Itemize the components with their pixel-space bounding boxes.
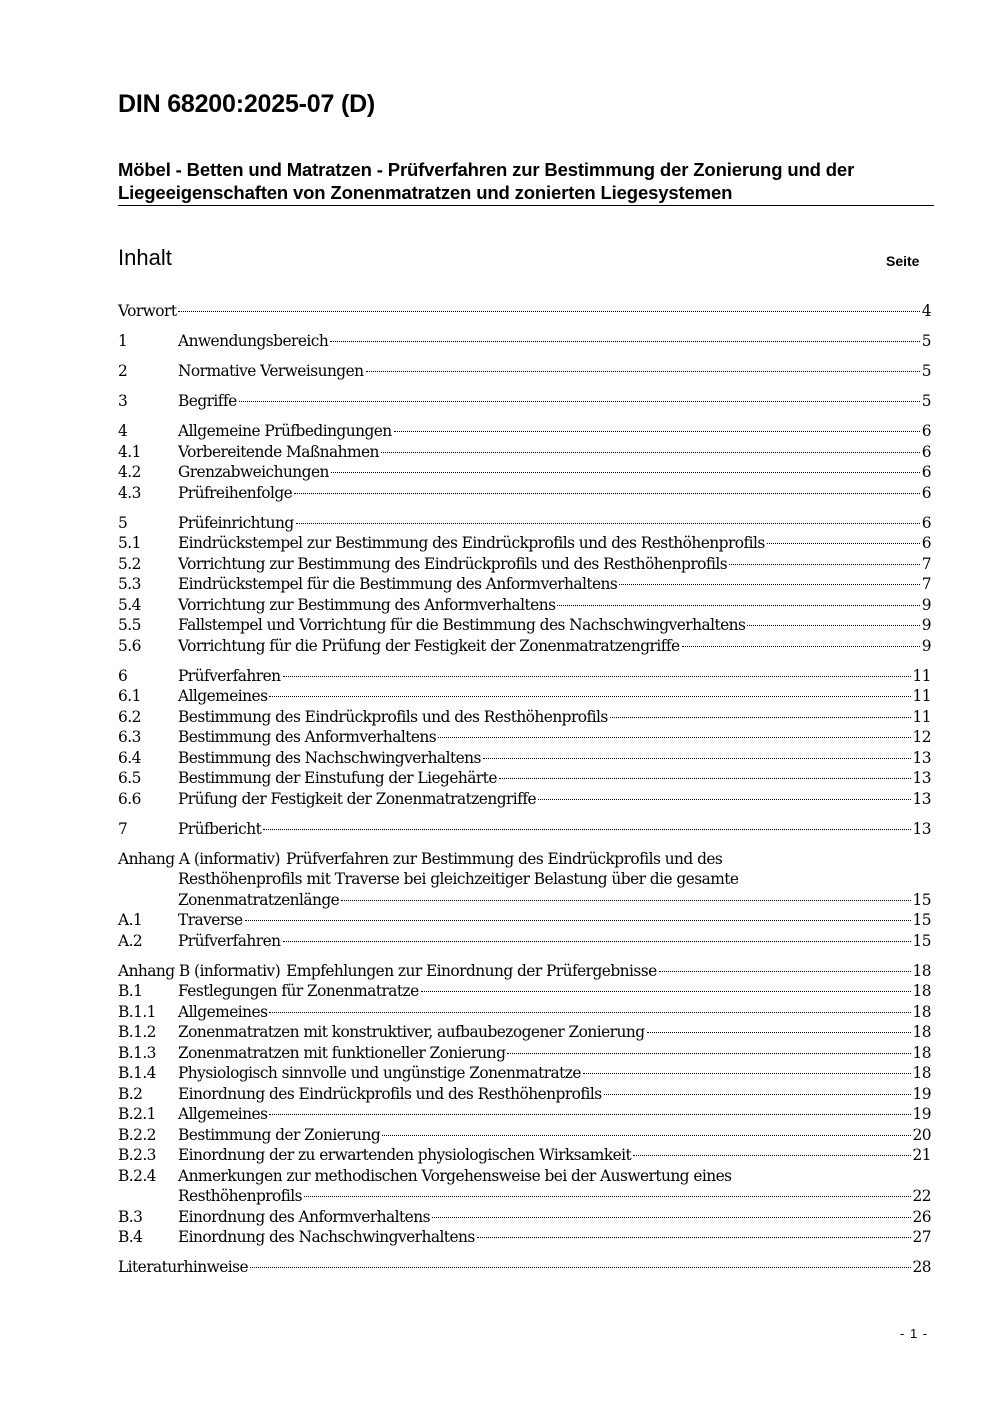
toc-entry-page: 28 xyxy=(912,1258,931,1276)
toc-entry-number: 5.3 xyxy=(118,575,141,593)
toc-entry-number: B.1.3 xyxy=(118,1043,156,1062)
toc-entry-page: 13 xyxy=(912,789,931,808)
toc-entry-text: Einordnung des Eindrückprofils und des Resthöhenprofils xyxy=(178,1084,602,1103)
toc-entry-number: 4.1 xyxy=(118,442,141,461)
annex-label: Anhang B (informativ) xyxy=(118,961,281,980)
toc-leader xyxy=(499,778,911,779)
toc-leader xyxy=(610,717,911,718)
toc-entry-page: 6 xyxy=(921,463,931,481)
toc-leader xyxy=(619,584,920,585)
toc-entry-page: 19 xyxy=(912,1105,931,1123)
toc-entry-text: Resthöhenprofils xyxy=(178,1187,303,1205)
toc-entry-b-2-2[interactable] xyxy=(118,1125,931,1146)
toc-entry-5[interactable] xyxy=(118,513,931,534)
toc-leader xyxy=(381,452,920,453)
toc-entry-page: 6 xyxy=(921,534,931,552)
toc-entry-7[interactable] xyxy=(118,819,931,840)
toc-entry-b-1[interactable] xyxy=(118,981,931,1002)
toc-entry-number: B.2.4 xyxy=(118,1166,156,1185)
toc-entry-text: Normative Verweisungen xyxy=(178,362,364,380)
toc-entry-page: 9 xyxy=(921,636,931,655)
toc-leader xyxy=(659,971,911,972)
toc-entry-number: B.2.2 xyxy=(118,1125,156,1144)
toc-entry-number: B.2 xyxy=(118,1084,143,1103)
toc-entry-text: Zonenmatratzen mit funktioneller Zonierung xyxy=(178,1043,506,1062)
toc-entry-number: 5.5 xyxy=(118,616,141,634)
toc-entry-b-2-4[interactable] xyxy=(118,1166,931,1187)
toc-entry-page: 13 xyxy=(912,748,931,767)
toc-entry-text: Allgemeine Prüfbedingungen xyxy=(178,422,392,440)
toc-leader xyxy=(767,543,920,544)
toc-entry-number: B.1 xyxy=(118,982,143,1000)
toc-entry-a-2[interactable] xyxy=(118,931,931,952)
toc-leader xyxy=(382,1135,910,1136)
toc-entry-page: 6 xyxy=(921,483,931,502)
toc-entry-number: 6.6 xyxy=(118,789,141,808)
toc-entry-page: 13 xyxy=(912,819,931,838)
toc-entry-number: 5.2 xyxy=(118,554,141,573)
toc-entry-5-4[interactable] xyxy=(118,595,931,616)
document-title-line-1: Möbel - Betten und Matratzen - Prüfverfahren zur Bestimmung der Zonierung und der xyxy=(118,159,855,180)
toc-entry-6-2[interactable] xyxy=(118,707,931,728)
toc-entry-page: 9 xyxy=(921,595,931,614)
toc-entry-6-6[interactable] xyxy=(118,789,931,810)
toc-entry-page: 9 xyxy=(921,616,931,634)
toc-entry-page: 26 xyxy=(912,1207,931,1226)
toc-leader xyxy=(341,900,910,901)
toc-entry-page: 6 xyxy=(921,513,931,532)
toc-entry-text: Festlegungen für Zonenmatratze xyxy=(178,982,419,1000)
toc-leader xyxy=(583,1073,911,1074)
toc-entry-text: Eindrückstempel für die Bestimmung des Anformverhaltens xyxy=(178,575,618,593)
toc-leader xyxy=(438,737,910,738)
toc-entry-text: Vorrichtung zur Bestimmung des Eindrückprofils und des Resthöhenprofils xyxy=(178,554,728,573)
toc-entry-number: B.2.3 xyxy=(118,1146,156,1164)
toc-entry-vorwort[interactable] xyxy=(118,301,931,322)
toc-entry-text: Bestimmung des Nachschwingverhaltens xyxy=(178,748,481,767)
toc-entry-text: Prüfbericht xyxy=(178,819,262,838)
toc-entry-4-1[interactable] xyxy=(118,442,931,463)
toc-leader xyxy=(633,1155,910,1156)
toc-entry-number: 4 xyxy=(118,422,128,440)
toc-entry-page: 15 xyxy=(912,911,931,929)
toc-entry-page: 4 xyxy=(921,302,931,320)
toc-leader xyxy=(331,472,920,473)
toc-entry-page: 15 xyxy=(912,931,931,950)
toc-entry-page: 12 xyxy=(912,728,931,746)
toc-leader xyxy=(432,1217,911,1218)
toc-entry-number: 6.4 xyxy=(118,748,141,767)
toc-entry-number: B.3 xyxy=(118,1207,143,1226)
toc-entry-page: 6 xyxy=(921,422,931,440)
toc-entry-page: 18 xyxy=(912,1064,931,1082)
toc-entry-text: Bestimmung des Anformverhaltens xyxy=(178,728,437,746)
toc-entry-2[interactable] xyxy=(118,361,931,382)
toc-entry-text: Empfehlungen zur Einordnung der Prüfergebnisse xyxy=(286,961,657,980)
toc-entry-text: Bestimmung des Eindrückprofils und des Resthöhenprofils xyxy=(178,707,608,726)
toc-entry-number: 3 xyxy=(118,392,128,410)
toc-entry-page: 22 xyxy=(912,1187,931,1205)
toc-leader xyxy=(477,1237,911,1238)
toc-entry-text: Grenzabweichungen xyxy=(178,463,329,481)
toc-entry-5-2[interactable] xyxy=(118,554,931,575)
toc-entry-page: 11 xyxy=(912,687,931,705)
toc-entry-text: Prüfverfahren xyxy=(178,931,281,950)
toc-entry-number: A.2 xyxy=(118,931,143,950)
toc-leader xyxy=(747,625,919,626)
toc-leader xyxy=(366,371,920,372)
toc-leader xyxy=(647,1032,911,1033)
toc-entry-page: 13 xyxy=(912,769,931,787)
toc-entry-b-1-1[interactable] xyxy=(118,1002,931,1023)
toc-entry-text: Zonenmatratzen mit konstruktiver, aufbaubezogener Zonierung xyxy=(178,1023,645,1041)
toc-entry-text: Literaturhinweise xyxy=(118,1258,249,1276)
toc-annex-a-heading[interactable] xyxy=(118,849,931,870)
toc-entry-6-5[interactable] xyxy=(118,768,931,789)
toc-entry-text: Prüfreihenfolge xyxy=(178,483,293,502)
page-number: - 1 - xyxy=(900,1326,929,1341)
toc-heading: Inhalt xyxy=(118,245,172,270)
toc-entry-text: Allgemeines xyxy=(178,1105,268,1123)
toc-leader xyxy=(682,646,920,647)
toc-entry-text: Prüfverfahren zur Bestimmung des Eindrückprofils und des xyxy=(285,849,723,868)
toc-entry-b-2-4-continuation[interactable] xyxy=(118,1186,931,1207)
toc-entry-page: 21 xyxy=(912,1146,931,1164)
toc-entry-text: Physiologisch sinnvolle und ungünstige Zonenmatratze xyxy=(178,1064,581,1082)
toc-entry-number: 6.3 xyxy=(118,728,141,746)
toc-entry-page: 6 xyxy=(921,442,931,461)
toc-leader xyxy=(178,311,919,312)
toc-entry-number: 6 xyxy=(118,666,128,685)
toc-entry-text: Vorbereitende Maßnahmen xyxy=(178,442,379,461)
toc-entry-number: A.1 xyxy=(118,911,143,929)
toc-entry-number: 6.1 xyxy=(118,687,141,705)
toc-entry-3[interactable] xyxy=(118,391,931,412)
toc-leader xyxy=(304,1196,911,1197)
title-divider xyxy=(118,205,934,206)
toc-entry-6-3[interactable] xyxy=(118,727,931,748)
toc-entry-page: 15 xyxy=(912,890,931,909)
toc-entry-b-3[interactable] xyxy=(118,1207,931,1228)
toc-entry-a-1[interactable] xyxy=(118,910,931,931)
toc-entry-number: B.2.1 xyxy=(118,1105,156,1123)
toc-entry-text: Allgemeines xyxy=(178,1002,268,1021)
toc-entry-number: 5.1 xyxy=(118,534,141,552)
toc-leader xyxy=(296,523,920,524)
toc-entry-page: 11 xyxy=(912,707,931,726)
table-of-contents xyxy=(118,301,931,1278)
toc-leader xyxy=(483,758,911,759)
toc-entry-text: Vorwort xyxy=(118,302,177,320)
toc-annex-a-last-line[interactable] xyxy=(118,890,931,911)
toc-entry-page: 11 xyxy=(912,666,931,685)
toc-entry-text: Prüfeinrichtung xyxy=(178,513,294,532)
toc-entry-text: Einordnung des Nachschwingverhaltens xyxy=(178,1228,475,1246)
toc-entry-number: 4.3 xyxy=(118,483,141,502)
toc-entry-number: B.1.4 xyxy=(118,1064,156,1082)
toc-entry-b-2[interactable] xyxy=(118,1084,931,1105)
toc-entry-b-1-4[interactable] xyxy=(118,1063,931,1084)
toc-leader xyxy=(269,696,910,697)
toc-annex-a-continuation: Resthöhenprofils mit Traverse bei gleichzeitiger Belastung über die gesamte xyxy=(178,870,739,888)
toc-entry-text: Fallstempel und Vorrichtung für die Bestimmung des Nachschwingverhaltens xyxy=(178,616,746,634)
toc-leader xyxy=(283,676,911,677)
document-id: DIN 68200:2025-07 (D) xyxy=(118,90,376,118)
toc-entry-page: 18 xyxy=(912,982,931,1000)
toc-leader xyxy=(269,1012,910,1013)
toc-entry-number: 5.4 xyxy=(118,595,141,614)
toc-entry-number: 5 xyxy=(118,513,128,532)
toc-entry-b-4[interactable] xyxy=(118,1227,931,1248)
toc-leader xyxy=(538,799,910,800)
toc-entry-number: 6.5 xyxy=(118,769,141,787)
toc-entry-number: 7 xyxy=(118,819,128,838)
toc-entry-bibliography[interactable] xyxy=(118,1257,931,1278)
toc-entry-page: 7 xyxy=(921,575,931,593)
toc-entry-page: 5 xyxy=(921,332,931,350)
toc-entry-page: 20 xyxy=(912,1125,931,1144)
toc-entry-page: 18 xyxy=(912,1002,931,1021)
toc-entry-number: 1 xyxy=(118,332,128,350)
toc-entry-text: Zonenmatratzenlänge xyxy=(178,890,340,909)
toc-entry-b-2-1[interactable] xyxy=(118,1104,931,1125)
toc-entry-page: 5 xyxy=(921,392,931,410)
toc-entry-page: 5 xyxy=(921,362,931,380)
toc-entry-5-5[interactable] xyxy=(118,615,931,636)
toc-leader xyxy=(283,941,911,942)
toc-leader xyxy=(394,431,920,432)
toc-entry-text: Vorrichtung für die Prüfung der Festigkeit der Zonenmatratzengriffe xyxy=(178,636,680,655)
toc-entry-4[interactable] xyxy=(118,421,931,442)
annex-label: Anhang A (informativ) xyxy=(118,849,280,868)
toc-entry-page: 18 xyxy=(912,1043,931,1062)
toc-entry-text: Prüfverfahren xyxy=(178,666,281,685)
toc-leader xyxy=(604,1094,911,1095)
toc-leader xyxy=(729,564,920,565)
toc-leader xyxy=(239,401,920,402)
toc-entry-page: 27 xyxy=(912,1228,931,1246)
toc-leader xyxy=(557,605,919,606)
document-title-line-2: Liegeeigenschaften von Zonenmatratzen und zonierten Liegesystemen xyxy=(118,182,733,203)
toc-entry-number: 6.2 xyxy=(118,707,141,726)
toc-entry-text: Prüfung der Festigkeit der Zonenmatratzengriffe xyxy=(178,789,537,808)
toc-annex-b-heading[interactable] xyxy=(118,961,931,982)
toc-entry-6[interactable] xyxy=(118,666,931,687)
toc-entry-4-2[interactable] xyxy=(118,462,931,483)
toc-entry-text: Eindrückstempel zur Bestimmung des Eindrückprofils und des Resthöhenprofils xyxy=(178,534,765,552)
toc-leader xyxy=(421,991,911,992)
toc-entry-page: 7 xyxy=(921,554,931,573)
toc-entry-number: 4.2 xyxy=(118,463,141,481)
toc-entry-text: Vorrichtung zur Bestimmung des Anformverhaltens xyxy=(178,595,556,614)
toc-entry-text: Anmerkungen zur methodischen Vorgehensweise bei der Auswertung eines xyxy=(178,1166,732,1185)
toc-entry-text: Einordnung der zu erwartenden physiologischen Wirksamkeit xyxy=(178,1146,632,1164)
document-title xyxy=(118,158,934,204)
toc-leader xyxy=(507,1053,910,1054)
toc-entry-number: B.1.1 xyxy=(118,1002,156,1021)
toc-entry-page: 18 xyxy=(912,961,931,980)
toc-leader xyxy=(245,920,911,921)
toc-entry-page: 19 xyxy=(912,1084,931,1103)
toc-entry-number: 2 xyxy=(118,362,128,380)
toc-entry-text: Bestimmung der Zonierung xyxy=(178,1125,381,1144)
toc-leader xyxy=(330,341,920,342)
toc-entry-b-2-3[interactable] xyxy=(118,1145,931,1166)
toc-entry-4-3[interactable] xyxy=(118,483,931,504)
toc-entry-text: Einordnung des Anformverhaltens xyxy=(178,1207,430,1226)
toc-leader xyxy=(269,1114,910,1115)
toc-entry-number: 5.6 xyxy=(118,636,141,655)
toc-entry-page: 18 xyxy=(912,1023,931,1041)
toc-leader xyxy=(263,829,910,830)
toc-leader xyxy=(294,493,920,494)
toc-entry-text: Begriffe xyxy=(178,392,237,410)
toc-entry-5-3[interactable] xyxy=(118,574,931,595)
toc-entry-b-1-3[interactable] xyxy=(118,1043,931,1064)
toc-entry-number: B.1.2 xyxy=(118,1023,156,1041)
toc-entry-number: B.4 xyxy=(118,1228,143,1246)
toc-entry-5-6[interactable] xyxy=(118,636,931,657)
toc-entry-5-1[interactable] xyxy=(118,533,931,554)
toc-entry-b-1-2[interactable] xyxy=(118,1022,931,1043)
toc-entry-text: Traverse xyxy=(178,911,243,929)
toc-leader xyxy=(250,1267,910,1268)
toc-entry-text: Anwendungsbereich xyxy=(178,332,329,350)
toc-entry-text: Allgemeines xyxy=(178,687,268,705)
toc-entry-6-1[interactable] xyxy=(118,686,931,707)
toc-entry-text: Bestimmung der Einstufung der Liegehärte xyxy=(178,769,497,787)
page-column-label: Seite xyxy=(886,253,920,269)
toc-entry-1[interactable] xyxy=(118,331,931,352)
toc-entry-6-4[interactable] xyxy=(118,748,931,769)
